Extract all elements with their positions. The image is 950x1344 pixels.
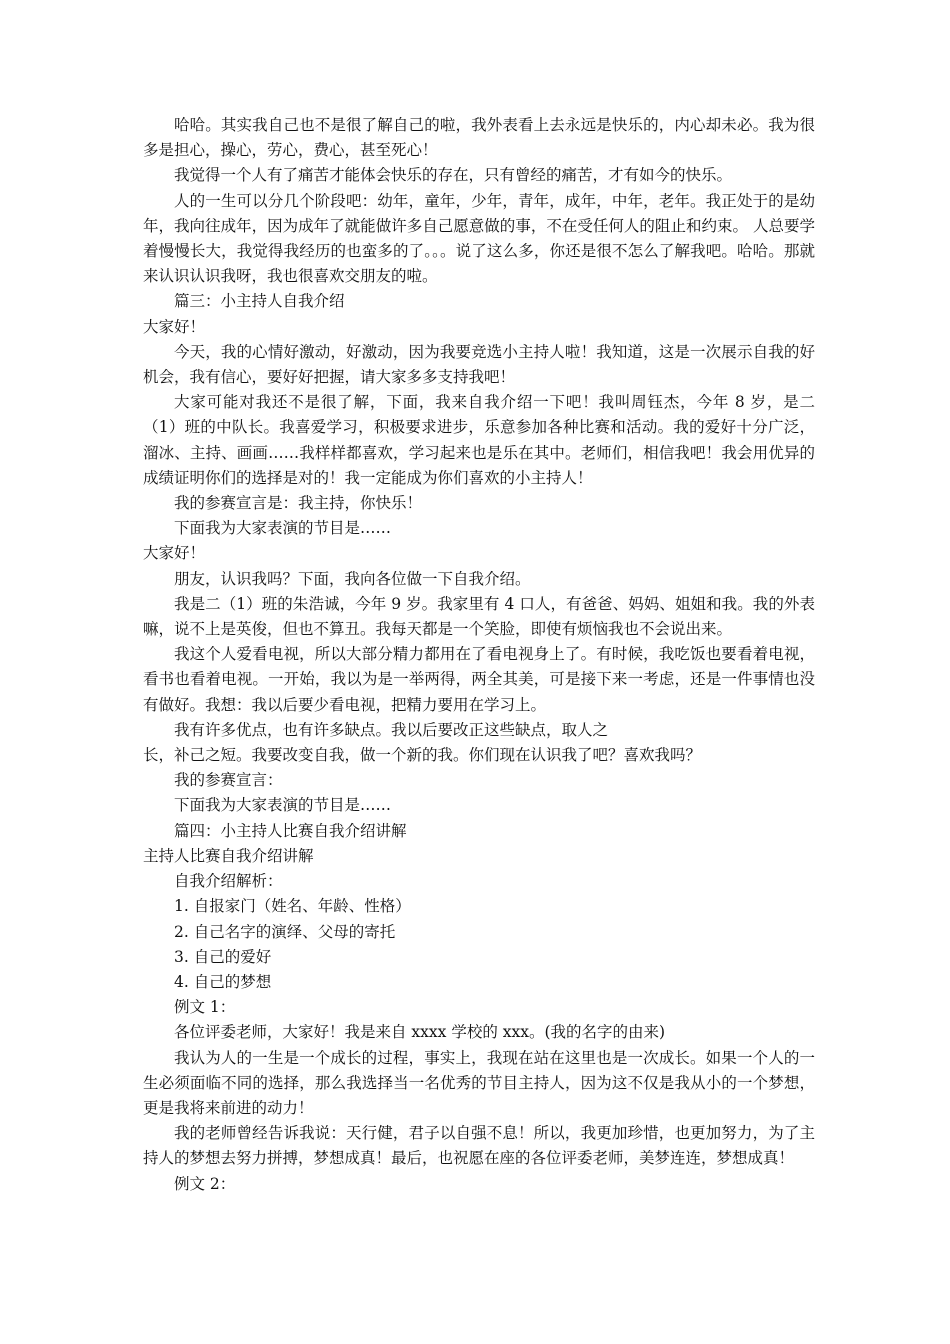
paragraph: 1. 自报家门（姓名、年龄、性格） xyxy=(174,897,411,916)
paragraph: 下面我为大家表演的节目是…… xyxy=(174,796,392,815)
paragraph: 大家可能对我还不是很了解，下面，我来自我介绍一下吧！我叫周钰杰，今年 8 岁，是二（1）班的中队长。我喜爱学习，积极要求进步，乐意参加各种比赛和活动。我的爱好十分广泛，溜冰、主持、画画……我样样都喜欢，学习起来也是乐在其中。老师们，相信我吧！我会用优异的成绩证明你们的选择是对的！我一定能成为你们喜欢的小主持人！ xyxy=(143,393,815,487)
paragraph: 3. 自己的爱好 xyxy=(174,947,272,966)
paragraph: 主持人比赛自我介绍讲解 xyxy=(143,846,314,865)
paragraph: 我认为人的一生是一个成长的过程，事实上，我现在站在这里也是一次成长。如果一个人的一生必须面临不同的选择，那么我选择当一名优秀的节目主持人，因为这不仅是我从小的一个梦想，更是我将来前进的动力！ xyxy=(143,1048,815,1117)
paragraph: 我的参赛宣言是：我主持，你快乐！ xyxy=(174,494,423,513)
paragraph: 例文 1： xyxy=(174,998,236,1017)
paragraph: 4. 自己的梦想 xyxy=(174,972,272,991)
paragraph: 自我介绍解析： xyxy=(174,872,283,891)
paragraph: 我这个人爱看电视，所以大部分精力都用在了看电视身上了。有时候，我吃饭也要看着电视，看书也看着电视。一开始，我以为是一举两得，两全其美，可是接下来一考虑，还是一件事情也没有做好。我想：我以后要少看电视，把精力要用在学习上。 xyxy=(143,645,815,714)
paragraph: 例文 2： xyxy=(174,1174,236,1193)
document-body xyxy=(143,113,815,1197)
paragraph: 大家好！ xyxy=(143,544,206,563)
paragraph: 我的参赛宣言： xyxy=(174,771,283,790)
paragraph: 我觉得一个人有了痛苦才能体会快乐的存在，只有曾经的痛苦，才有如今的快乐。 xyxy=(174,166,733,185)
paragraph: 篇三：小主持人自我介绍 xyxy=(174,292,345,311)
paragraph: 哈哈。其实我自己也不是很了解自己的啦，我外表看上去永远是快乐的，内心却未必。我为很多是担心，操心，劳心，费心，甚至死心！ xyxy=(143,116,815,160)
paragraph: 我的老师曾经告诉我说：天行健，君子以自强不息！所以，我更加珍惜，也更加努力，为了主持人的梦想去努力拼搏，梦想成真！最后，也祝愿在座的各位评委老师，美梦连连，梦想成真！ xyxy=(143,1124,815,1168)
paragraph: 大家好！ xyxy=(143,317,206,336)
paragraph: 长，补己之短。我要改变自我，做一个新的我。你们现在认识我了吧？喜欢我吗？ xyxy=(143,746,702,765)
paragraph: 篇四：小主持人比赛自我介绍讲解 xyxy=(174,821,407,840)
paragraph: 我有许多优点，也有许多缺点。我以后要改正这些缺点，取人之 xyxy=(174,720,609,739)
paragraph: 今天，我的心情好激动，好激动，因为我要竞选小主持人啦！我知道，这是一次展示自我的好机会，我有信心，要好好把握，请大家多多支持我吧！ xyxy=(143,342,815,387)
paragraph: 朋友，认识我吗？下面，我向各位做一下自我介绍。 xyxy=(174,569,531,588)
paragraph: 各位评委老师，大家好！我是来自 xxxx 学校的 xxx。(我的名字的由来) xyxy=(174,1023,666,1042)
paragraph: 下面我为大家表演的节目是…… xyxy=(174,519,392,538)
paragraph: 我是二（1）班的朱浩诚，今年 9 岁。我家里有 4 口人，有爸爸、妈妈、姐姐和我。我的外表嘛，说不上是英俊，但也不算丑。我每天都是一个笑脸，即使有烦恼我也不会说出来。 xyxy=(143,594,815,639)
paragraph: 2. 自己名字的演绎、父母的寄托 xyxy=(174,922,396,941)
paragraph: 人的一生可以分几个阶段吧：幼年，童年，少年，青年，成年，中年，老年。我正处于的是幼年，我向往成年，因为成年了就能做许多自己愿意做的事，不在受任何人的阻止和约束。 人总要学着慢慢长大，我觉得我经历的也蛮多的了。。。说了这么多，你还是很不怎么了解我吧。哈哈。那就来认识认识我呀，我也很喜欢交朋友的啦。 xyxy=(143,191,815,286)
